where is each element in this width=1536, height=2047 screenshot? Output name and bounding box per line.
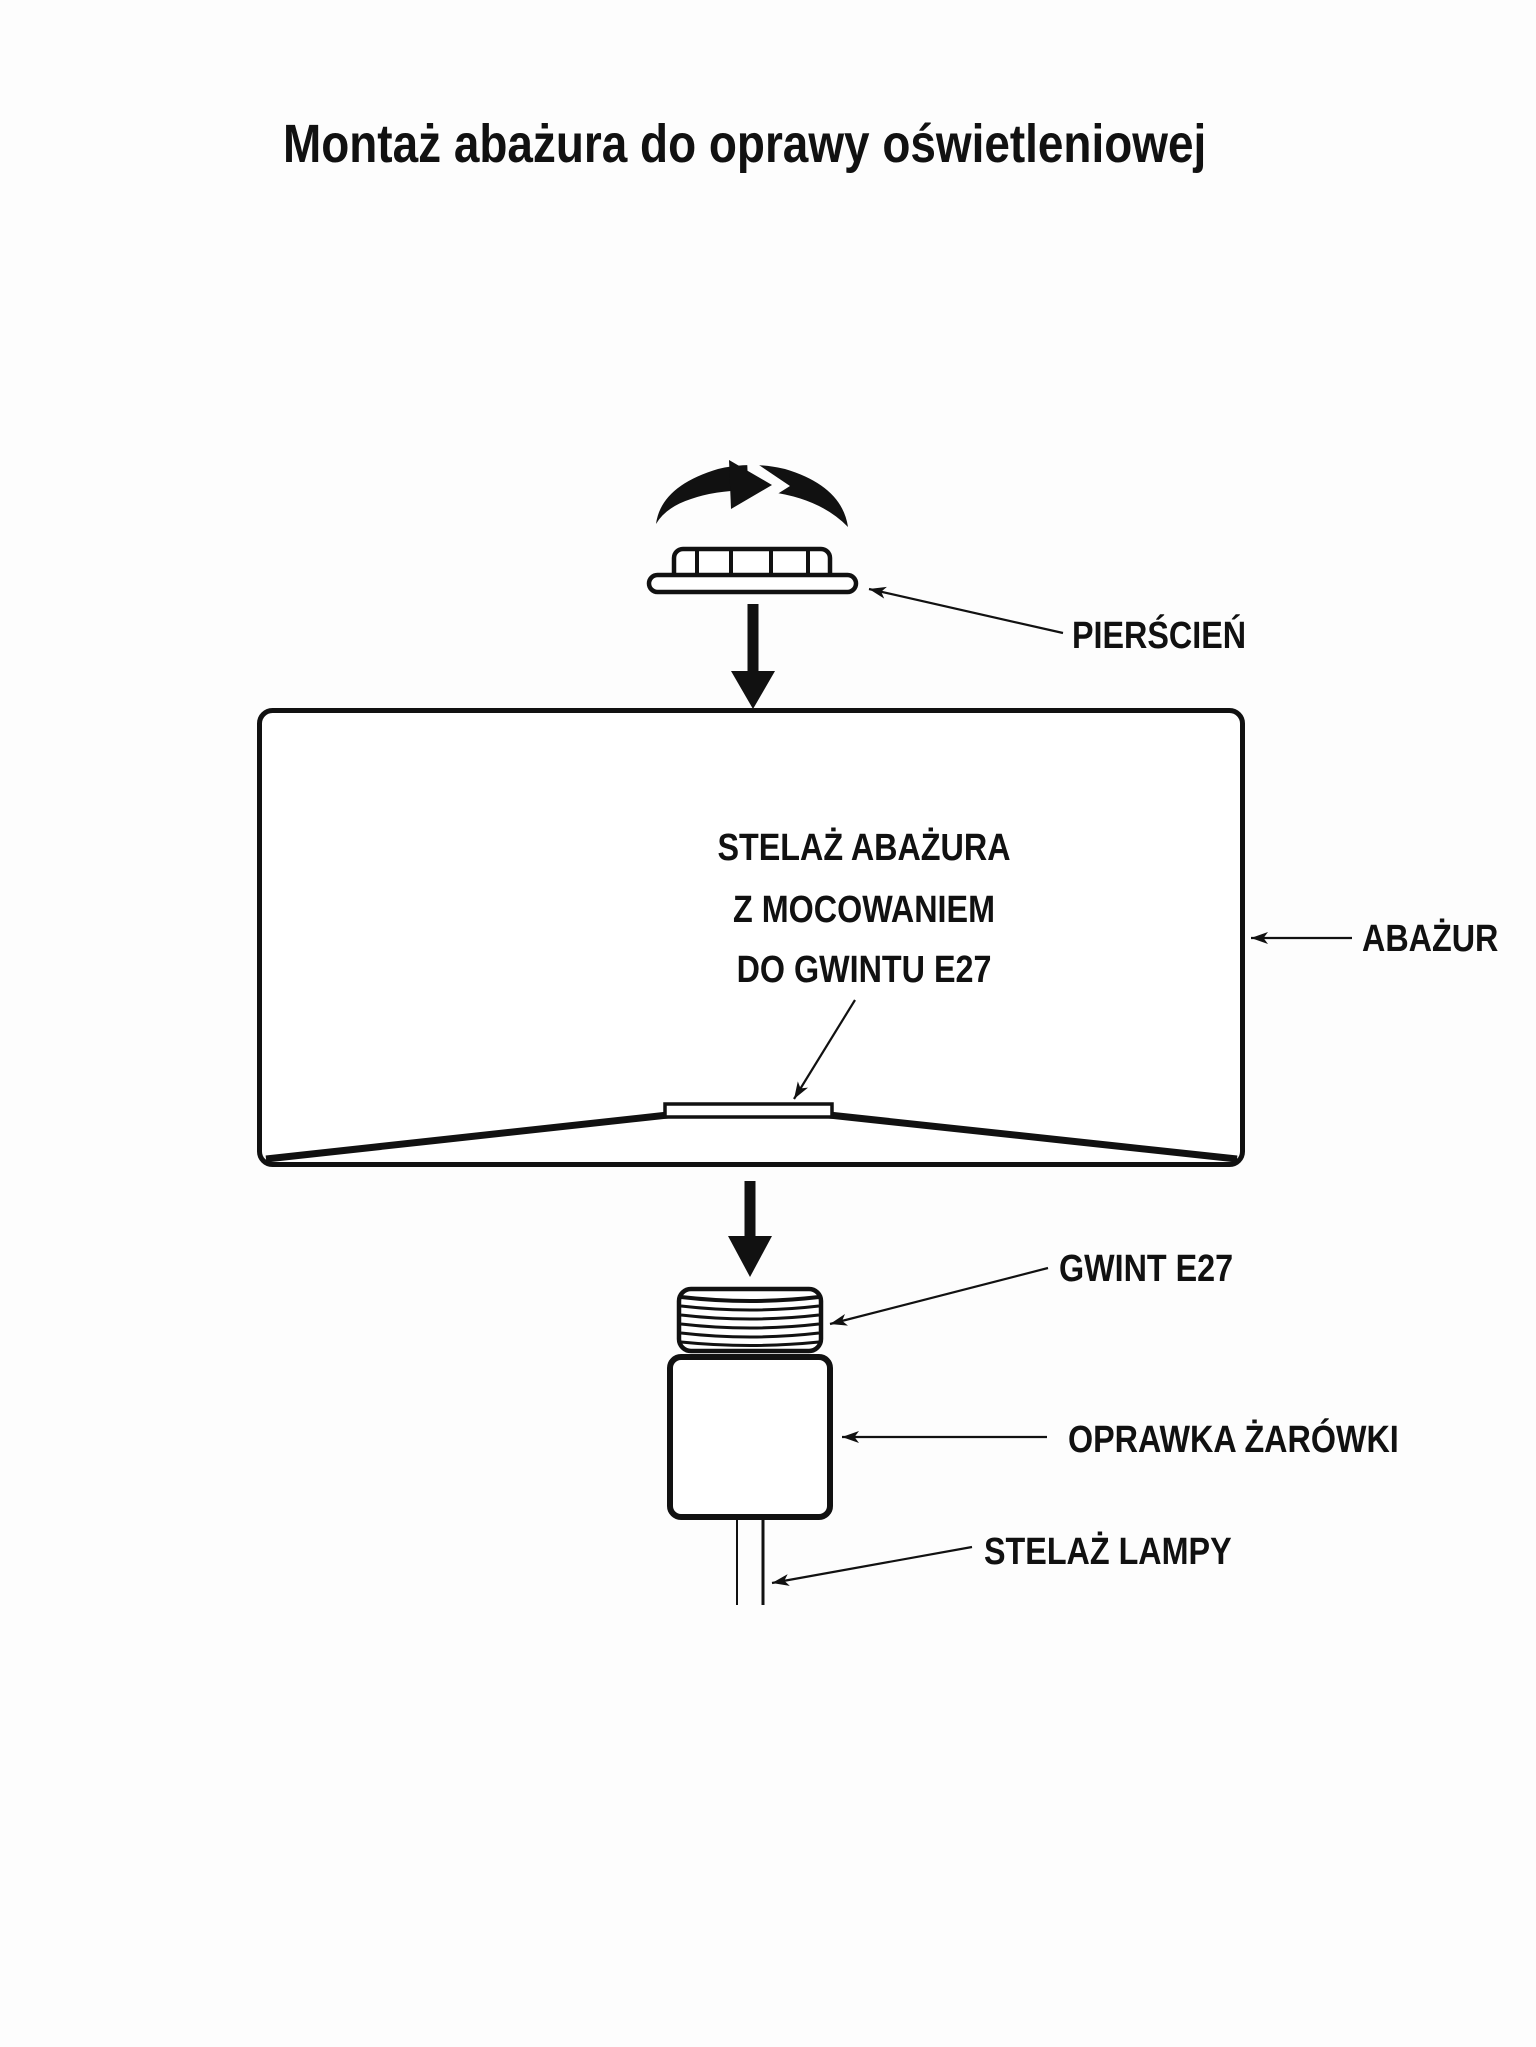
rotate-clockwise-icon (656, 457, 848, 527)
down-arrow-icon (731, 604, 775, 709)
label-lamp-frame: STELAŻ LAMPY (984, 1531, 1232, 1573)
socket-part (670, 1357, 830, 1517)
thread-part (679, 1289, 821, 1351)
e27-mount-bar (665, 1104, 832, 1117)
leader-thread (830, 1268, 1048, 1324)
label-ring: PIERŚCIEŃ (1072, 615, 1247, 657)
leader-ring (869, 589, 1063, 633)
down-arrow-icon (728, 1181, 772, 1277)
ring-part (649, 549, 856, 592)
label-shade: ABAŻUR (1362, 918, 1499, 960)
label-socket: OPRAWKA ŻARÓWKI (1068, 1419, 1399, 1461)
shade-frame-note-line3: DO GWINTU E27 (736, 949, 992, 991)
shade-frame-note-line2: Z MOCOWANIEM (733, 889, 995, 931)
label-thread: GWINT E27 (1059, 1248, 1234, 1290)
shade-frame-note (567, 829, 1162, 1009)
leader-lamp-frame (772, 1547, 972, 1583)
page-title: Montaż abażura do oprawy oświetleniowej (283, 114, 1207, 174)
lamp-frame-rod (737, 1520, 763, 1605)
shade-frame-note-line1: STELAŻ ABAŻURA (717, 827, 1011, 869)
